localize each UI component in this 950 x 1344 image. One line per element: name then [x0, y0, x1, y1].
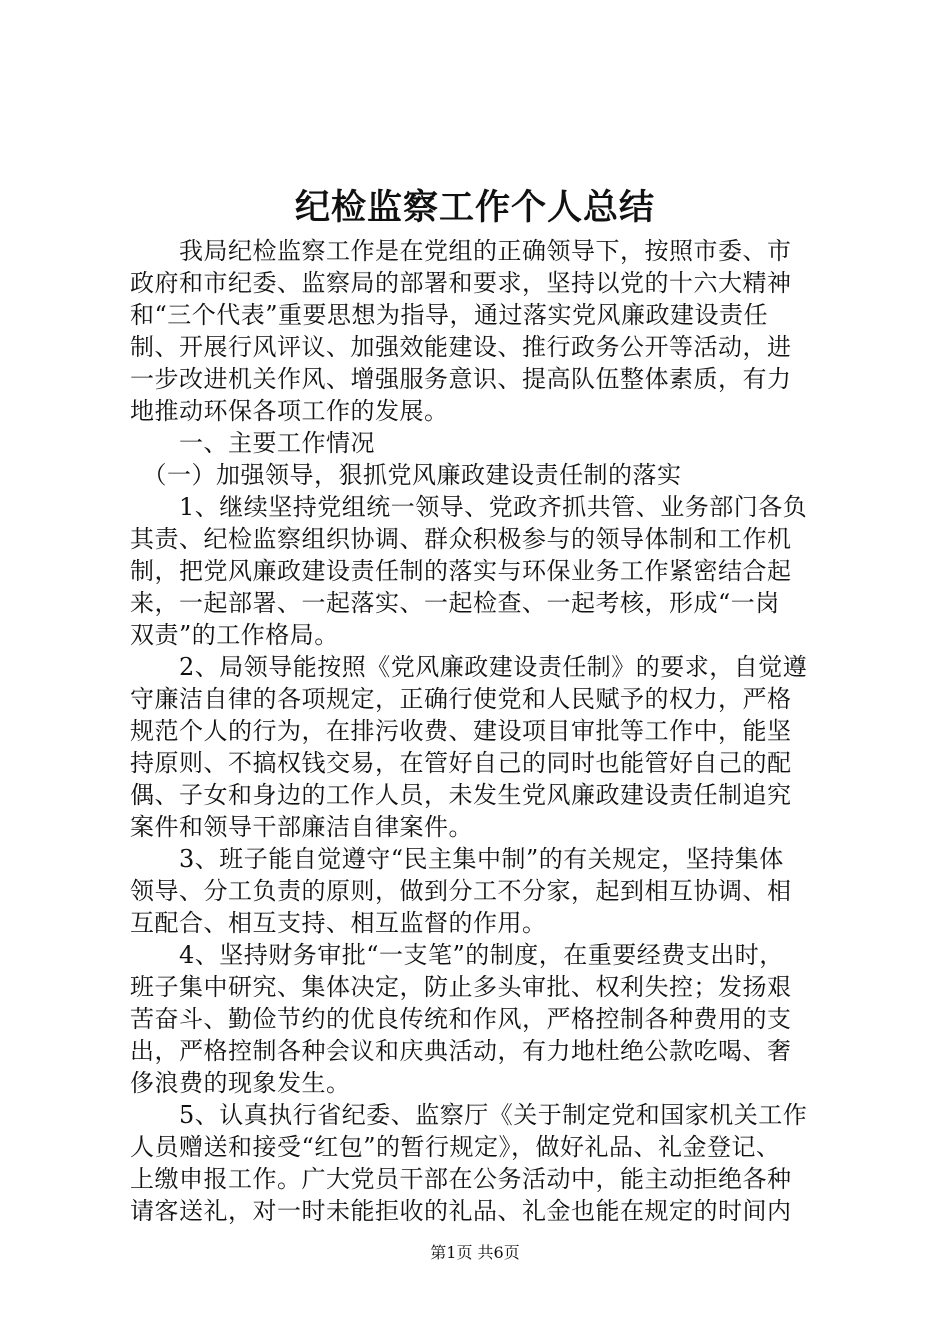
- document-title: 纪检监察工作个人总结: [294, 187, 655, 228]
- body-text-line: 双责”的工作格局。: [130, 621, 339, 649]
- document-body: [130, 235, 830, 1227]
- body-text-line: 上缴申报工作。广大党员干部在公务活动中，能主动拒绝各种: [130, 1165, 792, 1193]
- body-text-line: 1、继续坚持党组统一领导、党政齐抓共管、业务部门各负: [130, 493, 808, 521]
- body-text-line: 和“三个代表”重要思想为指导，通过落实党风廉政建设责任: [130, 301, 769, 329]
- body-text-line: 2、局领导能按照《党风廉政建设责任制》的要求，自觉遵: [130, 653, 808, 681]
- body-text-line: 持原则、不搞权钱交易，在管好自己的同时也能管好自己的配: [130, 749, 792, 777]
- body-text-line: 侈浪费的现象发生。: [130, 1069, 351, 1097]
- body-text-line: 出，严格控制各种会议和庆典活动，有力地杜绝公款吃喝、奢: [130, 1037, 792, 1065]
- body-text-line: 守廉洁自律的各项规定，正确行使党和人民赋予的权力，严格: [130, 685, 792, 713]
- body-text-line: 其责、纪检监察组织协调、群众积极参与的领导体制和工作机: [130, 525, 792, 553]
- page-footer: 第1页 共6页: [430, 1243, 520, 1262]
- body-text-line: 人员赠送和接受“红包”的暂行规定》，做好礼品、礼金登记、: [130, 1133, 781, 1161]
- body-text-line: 5、认真执行省纪委、监察厅《关于制定党和国家机关工作: [130, 1101, 808, 1129]
- body-text-line: 3、班子能自觉遵守“民主集中制”的有关规定，坚持集体: [130, 845, 784, 873]
- body-text-line: 4、坚持财务审批“一支笔”的制度，在重要经费支出时，: [130, 941, 784, 969]
- body-text-line: 地推动环保各项工作的发展。: [130, 397, 449, 425]
- body-text-line: 案件和领导干部廉洁自律案件。: [130, 813, 473, 841]
- body-text-line: 苦奋斗、勤俭节约的优良传统和作风，严格控制各种费用的支: [130, 1005, 792, 1033]
- body-text-line: 一、主要工作情况: [130, 429, 375, 457]
- body-text-line: 领导、分工负责的原则，做到分工不分家，起到相互协调、相: [130, 877, 792, 905]
- body-text-line: 一步改进机关作风、增强服务意识、提高队伍整体素质，有力: [130, 365, 792, 393]
- body-text-line: 来，一起部署、一起落实、一起检查、一起考核，形成“一岗: [130, 589, 780, 617]
- body-text-line: 请客送礼，对一时未能拒收的礼品、礼金也能在规定的时间内: [130, 1197, 792, 1225]
- body-text-line: 偶、子女和身边的工作人员，未发生党风廉政建设责任制追究: [130, 781, 792, 809]
- body-text-line: 互配合、相互支持、相互监督的作用。: [130, 909, 547, 937]
- body-text-line: 政府和市纪委、监察局的部署和要求，坚持以党的十六大精神: [130, 269, 792, 297]
- body-text-line: （一）加强领导，狠抓党风廉政建设责任制的落实: [130, 461, 682, 489]
- body-text-line: 我局纪检监察工作是在党组的正确领导下，按照市委、市: [130, 237, 792, 265]
- body-text-line: 制，把党风廉政建设责任制的落实与环保业务工作紧密结合起: [130, 557, 792, 585]
- body-text-line: 制、开展行风评议、加强效能建设、推行政务公开等活动，进: [130, 333, 792, 361]
- body-text-line: 班子集中研究、集体决定，防止多头审批、权利失控；发扬艰: [130, 973, 792, 1001]
- body-text-line: 规范个人的行为，在排污收费、建设项目审批等工作中，能坚: [130, 717, 792, 745]
